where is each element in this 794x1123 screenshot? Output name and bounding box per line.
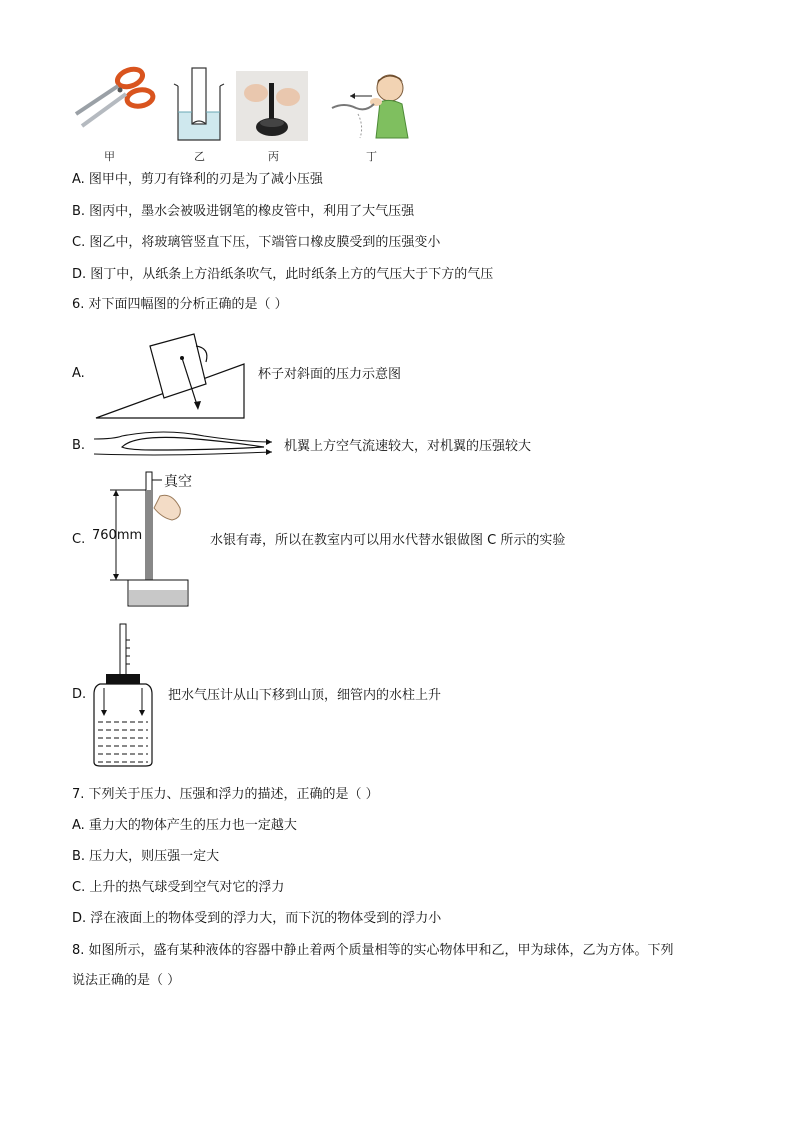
q7-option-b: B. 压力大，则压强一定大 [72, 849, 220, 864]
q5-option-c: C. 图乙中，将玻璃管竖直下压，下端管口橡皮膜受到的压强变小 [72, 235, 441, 250]
q8-stem-line2: 说法正确的是（ ） [72, 973, 181, 988]
q6-option-b-letter: B. [72, 438, 86, 453]
q7-option-d: D. 浮在液面上的物体受到的浮力大，而下沉的物体受到的浮力小 [72, 911, 442, 926]
scissors-figure [72, 64, 162, 134]
q6-option-a-letter: A. [72, 366, 85, 381]
figure-caption-yi: 乙 [194, 150, 205, 163]
q7-option-c: C. 上升的热气球受到空气对它的浮力 [72, 880, 285, 895]
q6-option-c-vacuum-label: 真空 [164, 474, 192, 490]
figure-caption-ding: 丁 [366, 150, 377, 163]
figure-caption-jia: 甲 [104, 150, 115, 163]
q6-option-c-height-label: 760mm [92, 528, 143, 543]
pen-ink-photo [236, 71, 308, 141]
q6-stem: 6. 对下面四幅图的分析正确的是（ ） [72, 297, 288, 312]
q7-option-a: A. 重力大的物体产生的压力也一定越大 [72, 818, 297, 833]
q6-option-d-text: 把水气压计从山下移到山顶，细管内的水柱上升 [168, 688, 442, 703]
q5-option-a: A. 图甲中，剪刀有锋利的刃是为了减小压强 [72, 172, 323, 187]
q6-option-c-letter: C. [72, 532, 86, 547]
q6-option-b-text: 机翼上方空气流速较大，对机翼的压强较大 [284, 439, 532, 454]
figure-caption-bing: 丙 [268, 150, 279, 163]
q7-stem: 7. 下列关于压力、压强和浮力的描述，正确的是（ ） [72, 787, 379, 802]
beaker-tube-figure [172, 66, 226, 142]
q8-stem-line1: 8. 如图所示，盛有某种液体的容器中静止着两个质量相等的实心物体甲和乙，甲为球体，乙为方体。下列 [72, 943, 674, 958]
q6-option-d-letter: D. [72, 687, 87, 702]
water-barometer-figure [90, 622, 160, 768]
q6-option-a-text: 杯子对斜面的压力示意图 [258, 367, 402, 382]
boy-blowing-figure [328, 68, 416, 144]
wing-airflow-figure [94, 434, 274, 460]
q6-option-c-text: 水银有毒，所以在教室内可以用水代替水银做图 C 所示的实验 [210, 533, 566, 548]
cup-on-incline-figure [94, 330, 254, 422]
q5-option-d: D. 图丁中，从纸条上方沿纸条吹气，此时纸条上方的气压大于下方的气压 [72, 267, 494, 282]
q5-option-b: B. 图丙中，墨水会被吸进钢笔的橡皮管中，利用了大气压强 [72, 204, 415, 219]
